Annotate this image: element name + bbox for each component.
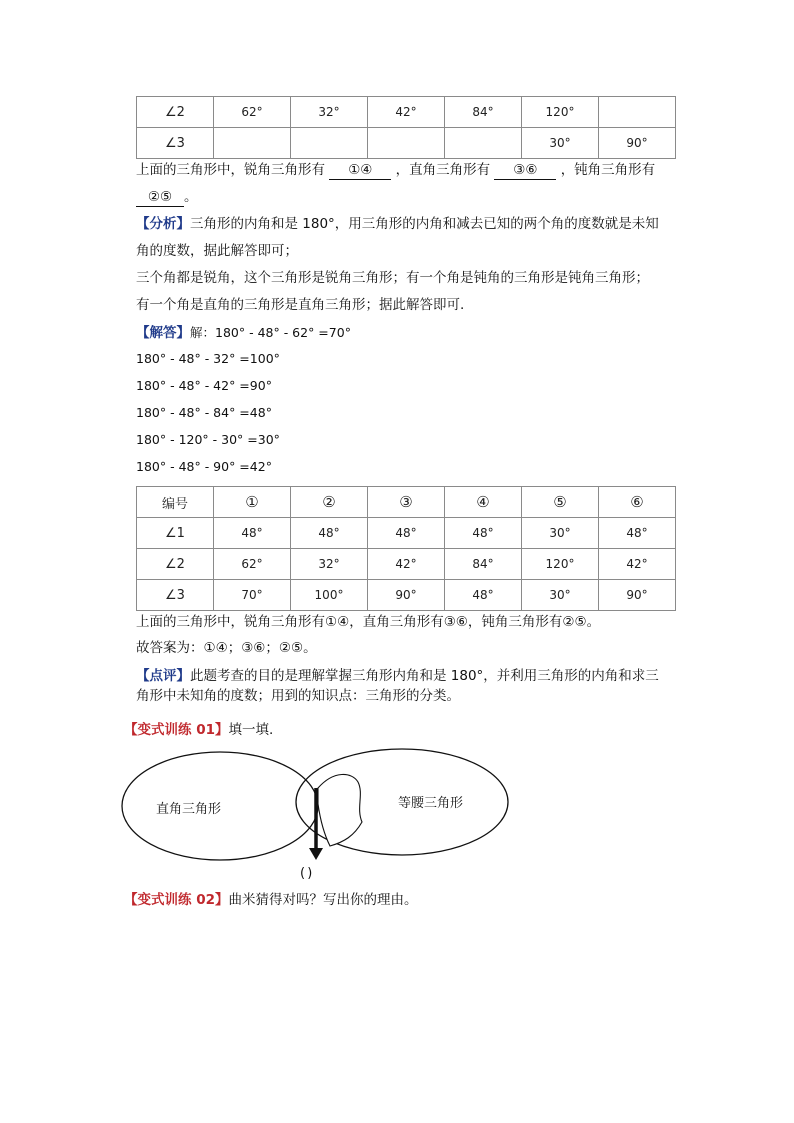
exercise-01-tag: 【变式训练 01】	[124, 722, 229, 738]
conclusion-line-2: 故答案为：①④；③⑥；②⑤。	[136, 640, 317, 656]
answer-blank: ( )	[300, 866, 312, 881]
table-cell: 120°	[522, 97, 599, 128]
table-cell: 42°	[368, 97, 445, 128]
column-header: ②	[291, 487, 368, 518]
table-row	[137, 549, 676, 580]
row-label: ∠3	[137, 128, 214, 159]
column-header: ⑤	[522, 487, 599, 518]
table-cell: 30°	[522, 518, 599, 549]
exercise-02-tag: 【变式训练 02】	[124, 892, 229, 908]
calc-step: 180° - 48° - 90° =42°	[136, 459, 272, 474]
analysis-line-3: 三个角都是锐角，这个三角形是锐角三角形；有一个角是钝角的三角形是钝角三角形；	[136, 270, 649, 286]
comment-line-2: 角形中未知角的度数；用到的知识点：三角形的分类。	[136, 688, 460, 704]
comment-tag: 【点评】	[136, 668, 190, 684]
table-row	[137, 518, 676, 549]
analysis-line-4: 有一个角是直角的三角形是直角三角形；据此解答即可.	[136, 297, 465, 313]
table-cell: 48°	[214, 518, 291, 549]
table-cell	[368, 128, 445, 159]
table-cell	[445, 128, 522, 159]
solution-line: 【解答】解：180° - 48° - 62° =70°	[136, 325, 351, 341]
conclusion-line-1: 上面的三角形中，锐角三角形有①④，直角三角形有③⑥，钝角三角形有②⑤。	[136, 614, 601, 630]
right-triangle-label: 直角三角形	[156, 802, 222, 817]
table-cell	[291, 128, 368, 159]
table-cell: 84°	[445, 549, 522, 580]
exercise-02-line: 【变式训练 02】曲米猜得对吗？写出你的理由。	[124, 892, 418, 908]
angle-table-full	[136, 486, 676, 611]
table-cell: 62°	[214, 549, 291, 580]
table-cell: 100°	[291, 580, 368, 611]
table-cell: 70°	[214, 580, 291, 611]
table-cell: 32°	[291, 97, 368, 128]
analysis-tag: 【分析】	[136, 216, 190, 232]
isosceles-triangle-label: 等腰三角形	[398, 796, 464, 811]
table-cell: 48°	[291, 518, 368, 549]
acute-answer-blank: ①④	[329, 161, 391, 180]
table-cell	[214, 128, 291, 159]
table-cell	[599, 97, 676, 128]
analysis-line-1: 【分析】三角形的内角和是 180°，用三角形的内角和减去已知的两个角的度数就是未知	[136, 216, 659, 232]
right-answer-blank: ③⑥	[494, 161, 556, 180]
calc-step: 180° - 120° - 30° =30°	[136, 432, 280, 447]
row-label: ∠3	[137, 580, 214, 611]
question-line-1: 上面的三角形中，锐角三角形有 ①④ ，直角三角形有 ③⑥ ，钝角三角形有	[136, 162, 656, 178]
table-cell: 84°	[445, 97, 522, 128]
column-header: ③	[368, 487, 445, 518]
table-cell: 30°	[522, 580, 599, 611]
table-cell: 62°	[214, 97, 291, 128]
table-cell: 48°	[368, 518, 445, 549]
question-line-2: ②⑤ 。	[136, 187, 696, 207]
column-header: ④	[445, 487, 522, 518]
venn-svg	[120, 748, 512, 888]
angle-table-partial	[136, 96, 676, 159]
calc-step: 180° - 48° - 84° =48°	[136, 405, 272, 420]
table-header-row	[137, 487, 676, 518]
column-header: 编号	[137, 487, 214, 518]
table-cell: 42°	[599, 549, 676, 580]
analysis-line-2: 角的度数，据此解答即可；	[136, 243, 298, 259]
table-cell: 90°	[599, 580, 676, 611]
table-cell: 90°	[599, 128, 676, 159]
table-row	[137, 128, 676, 159]
row-label: ∠2	[137, 549, 214, 580]
solution-tag: 【解答】	[136, 325, 190, 341]
row-label: ∠1	[137, 518, 214, 549]
calc-step: 180° - 48° - 32° =100°	[136, 351, 280, 366]
venn-diagram	[120, 748, 512, 888]
table-row	[137, 580, 676, 611]
table-cell: 32°	[291, 549, 368, 580]
table-cell: 48°	[445, 580, 522, 611]
table-cell: 48°	[599, 518, 676, 549]
torn-paper-shape	[318, 774, 362, 846]
table-cell: 30°	[522, 128, 599, 159]
row-label: ∠2	[137, 97, 214, 128]
table-row	[137, 97, 676, 128]
obtuse-answer-blank: ②⑤	[136, 188, 184, 207]
table-cell: 42°	[368, 549, 445, 580]
table-cell: 90°	[368, 580, 445, 611]
calc-step: 180° - 48° - 42° =90°	[136, 378, 272, 393]
column-header: ⑥	[599, 487, 676, 518]
comment-line-1: 【点评】此题考查的目的是理解掌握三角形内角和是 180°，并利用三角形的内角和求三	[136, 668, 659, 684]
column-header: ①	[214, 487, 291, 518]
arrow-down-icon	[309, 848, 323, 860]
exercise-01-line: 【变式训练 01】填一填.	[124, 722, 274, 738]
table-cell: 120°	[522, 549, 599, 580]
table-cell: 48°	[445, 518, 522, 549]
